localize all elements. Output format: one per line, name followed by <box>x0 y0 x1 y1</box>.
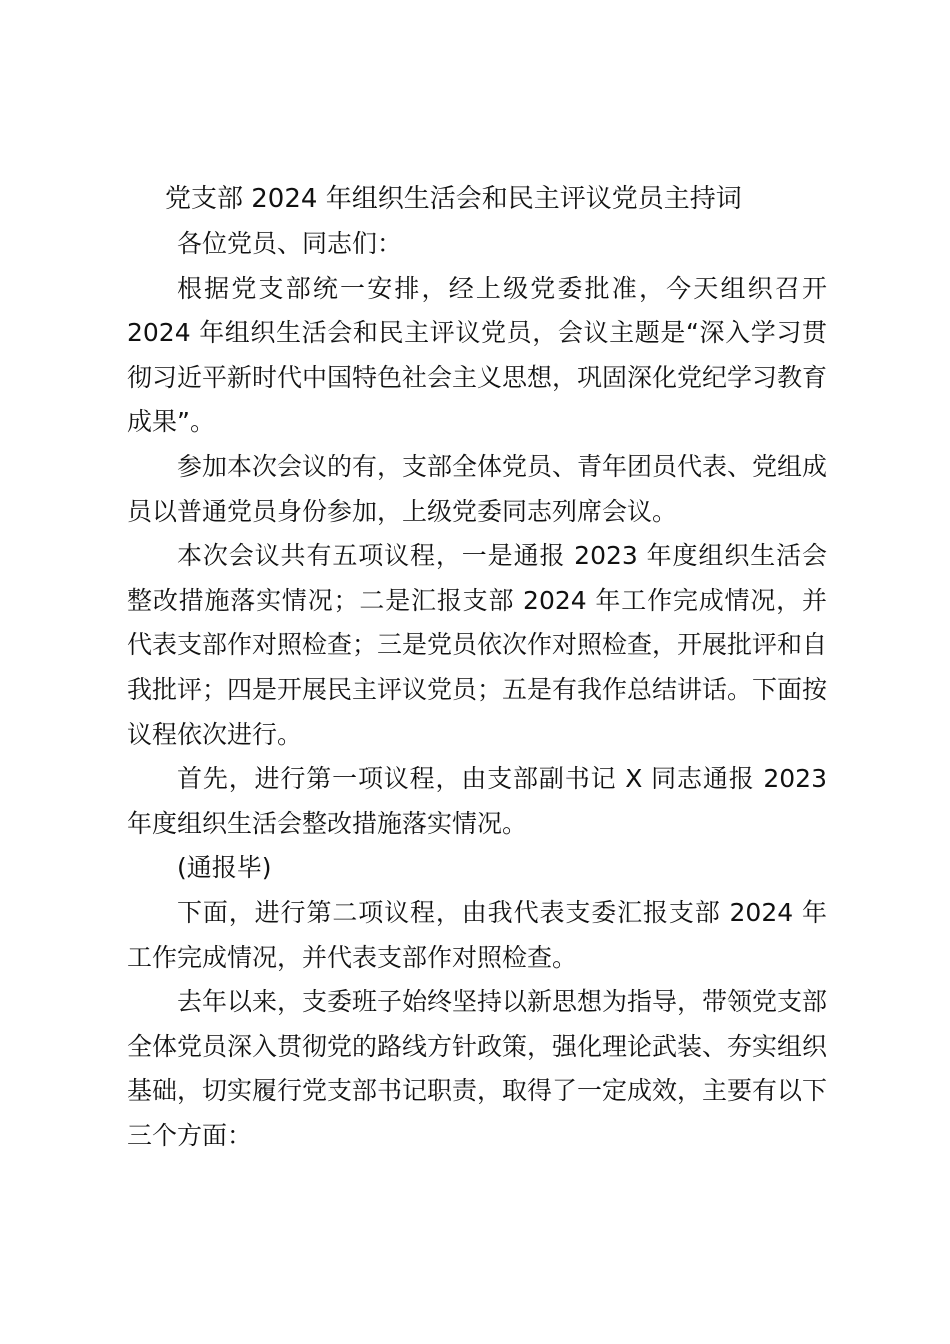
paragraph-report-done: (通报毕) <box>177 853 272 883</box>
paragraph-attendees: 参加本次会议的有，支部全体党员、青年团员代表、党组成员以普通党员身份参加，上级党委同志列席会议。 <box>127 451 828 526</box>
paragraph-agenda: 本次会议共有五项议程，一是通报 2023 年度组织生活会整改措施落实情况；二是汇报支部 2024 年工作完成情况，并代表支部作对照检查；三是党员依次作对照检查，开展批评和自我批评；四是开展民主评议党员；五是有我作总结讲话。下面按议程依次进行。 <box>127 541 828 749</box>
salutation: 各位党员、同志们： <box>177 229 403 258</box>
paragraph-meeting-intro: 根据党支部统一安排，经上级党委批准，今天组织召开2024 年组织生活会和民主评议党员，会议主题是“深入学习贯彻习近平新时代中国特色社会主义思想，巩固深化党纪学习教育成果”。 <box>127 273 828 437</box>
paragraph-agenda-item-2: 下面，进行第二项议程，由我代表支委汇报支部 2024 年工作完成情况，并代表支部作对照检查。 <box>127 897 827 972</box>
paragraph-agenda-item-1: 首先，进行第一项议程，由支部副书记 X 同志通报 2023年度组织生活会整改措施落实情况。 <box>127 764 827 838</box>
document-body <box>127 176 827 1158</box>
document-title: 党支部 2024 年组织生活会和民主评议党员主持词 <box>165 184 742 214</box>
paragraph-work-summary: 去年以来，支委班子始终坚持以新思想为指导，带领党支部全体党员深入贯彻党的路线方针政策，强化理论武装、夯实组织基础，切实履行党支部书记职责，取得了一定成效，主要有以下三个方面： <box>127 987 828 1150</box>
